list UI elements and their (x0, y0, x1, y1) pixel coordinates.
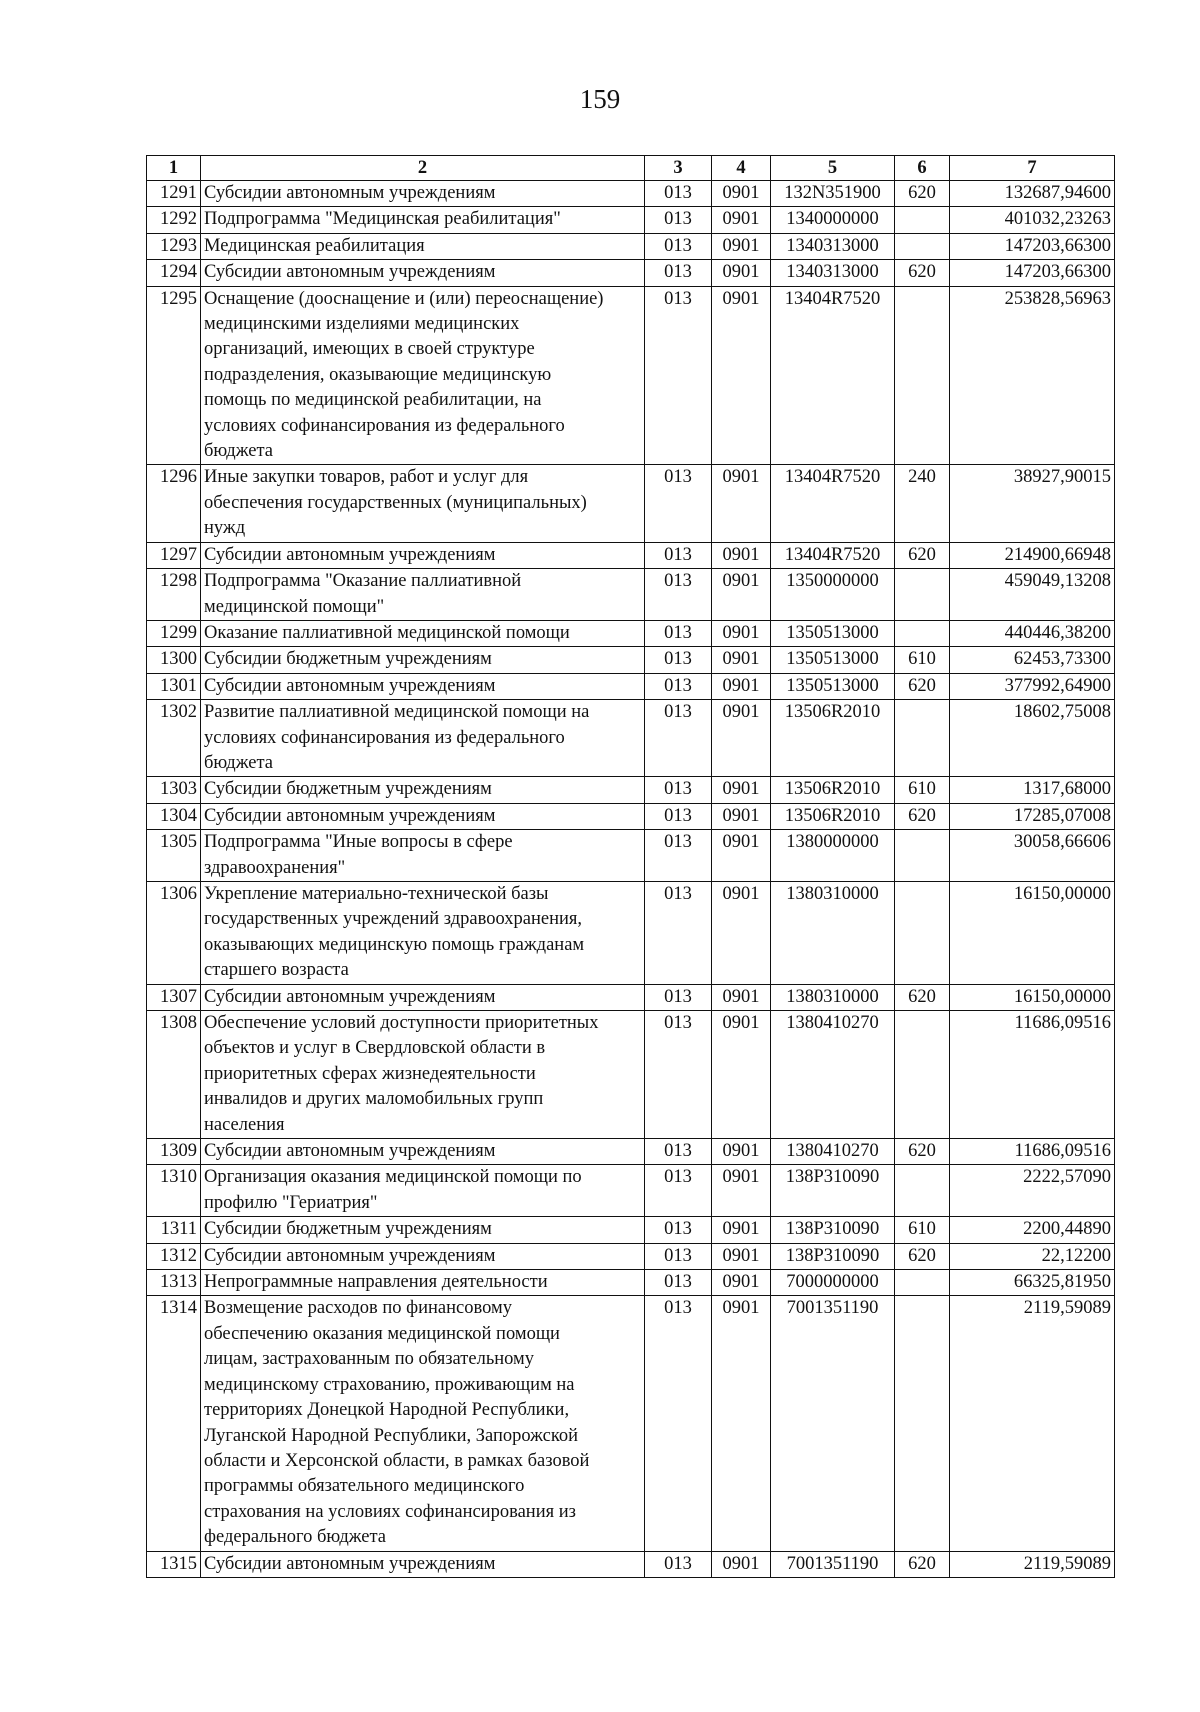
code-5-cell: 1340313000 (771, 260, 895, 286)
code-4-cell: 0901 (712, 1296, 771, 1551)
table-row (147, 803, 1115, 829)
code-5-cell: 13404R7520 (771, 465, 895, 542)
table-row (147, 181, 1115, 207)
item-name-cell: Субсидии автономным учреждениям (201, 260, 645, 286)
code-6-cell: 620 (895, 1139, 950, 1165)
code-3-cell: 013 (645, 1011, 712, 1139)
table-row (147, 542, 1115, 568)
code-5-cell: 13404R7520 (771, 286, 895, 465)
amount-cell: 18602,75008 (950, 700, 1115, 777)
row-number-cell: 1304 (147, 803, 201, 829)
row-number-cell: 1311 (147, 1217, 201, 1243)
table-row (147, 777, 1115, 803)
code-6-cell: 610 (895, 1217, 950, 1243)
column-header-1: 1 (147, 156, 201, 181)
item-name-cell: Оказание паллиативной медицинской помощи (201, 620, 645, 646)
amount-cell: 16150,00000 (950, 984, 1115, 1010)
row-number-cell: 1307 (147, 984, 201, 1010)
table-row (147, 881, 1115, 984)
row-number-cell: 1309 (147, 1139, 201, 1165)
amount-cell: 459049,13208 (950, 569, 1115, 621)
amount-cell: 377992,64900 (950, 673, 1115, 699)
item-name-cell: Обеспечение условий доступности приоритетных объектов и услуг в Свердловской области в приоритетных сферах жизнедеятельности инвалидов и других маломобильных групп населения (201, 1011, 645, 1139)
row-number-cell: 1292 (147, 207, 201, 233)
code-4-cell: 0901 (712, 1165, 771, 1217)
item-name-cell: Возмещение расходов по финансовому обеспечению оказания медицинской помощи лицам, застрахованным по обязательному медицинскому страхованию, проживающим на территориях Донецкой Народной Республики, Луганской Народной Республики, Запорожской области и Херсонской области, в рамках базовой программы обязательного медицинского страхования на условиях софинансирования из федерального бюджета (201, 1296, 645, 1551)
item-name-cell: Субсидии автономным учреждениям (201, 803, 645, 829)
code-5-cell: 1350513000 (771, 620, 895, 646)
item-name-cell: Подпрограмма "Оказание паллиативной медицинской помощи" (201, 569, 645, 621)
table-row (147, 1551, 1115, 1577)
page-number: 159 (579, 84, 621, 114)
code-3-cell: 013 (645, 260, 712, 286)
amount-cell: 2119,59089 (950, 1296, 1115, 1551)
code-4-cell: 0901 (712, 207, 771, 233)
code-4-cell: 0901 (712, 1243, 771, 1269)
code-3-cell: 013 (645, 1243, 712, 1269)
item-name-cell: Развитие паллиативной медицинской помощи на условиях софинансирования из федерального бюджета (201, 700, 645, 777)
code-6-cell (895, 620, 950, 646)
code-6-cell: 610 (895, 647, 950, 673)
code-5-cell: 1380410270 (771, 1011, 895, 1139)
code-4-cell: 0901 (712, 1139, 771, 1165)
code-6-cell (895, 700, 950, 777)
amount-cell: 2200,44890 (950, 1217, 1115, 1243)
code-6-cell (895, 1270, 950, 1296)
code-5-cell: 13404R7520 (771, 542, 895, 568)
row-number-cell: 1303 (147, 777, 201, 803)
table-row (147, 1296, 1115, 1551)
code-4-cell: 0901 (712, 673, 771, 699)
table-row (147, 569, 1115, 621)
code-6-cell (895, 881, 950, 984)
code-6-cell: 620 (895, 1551, 950, 1577)
item-name-cell: Субсидии автономным учреждениям (201, 673, 645, 699)
code-6-cell (895, 286, 950, 465)
row-number-cell: 1298 (147, 569, 201, 621)
item-name-cell: Субсидии бюджетным учреждениям (201, 777, 645, 803)
code-3-cell: 013 (645, 542, 712, 568)
row-number-cell: 1315 (147, 1551, 201, 1577)
amount-cell: 147203,66300 (950, 260, 1115, 286)
row-number-cell: 1293 (147, 233, 201, 259)
code-5-cell: 132N351900 (771, 181, 895, 207)
code-4-cell: 0901 (712, 542, 771, 568)
table-row (147, 673, 1115, 699)
amount-cell: 1317,68000 (950, 777, 1115, 803)
table-row (147, 984, 1115, 1010)
code-5-cell: 1380310000 (771, 984, 895, 1010)
row-number-cell: 1302 (147, 700, 201, 777)
code-3-cell: 013 (645, 647, 712, 673)
code-4-cell: 0901 (712, 181, 771, 207)
amount-cell: 16150,00000 (950, 881, 1115, 984)
amount-cell: 2222,57090 (950, 1165, 1115, 1217)
code-3-cell: 013 (645, 984, 712, 1010)
code-3-cell: 013 (645, 1270, 712, 1296)
table-row (147, 465, 1115, 542)
code-4-cell: 0901 (712, 881, 771, 984)
item-name-cell: Субсидии автономным учреждениям (201, 1243, 645, 1269)
row-number-cell: 1294 (147, 260, 201, 286)
code-6-cell (895, 569, 950, 621)
code-4-cell: 0901 (712, 803, 771, 829)
code-3-cell: 013 (645, 620, 712, 646)
amount-cell: 147203,66300 (950, 233, 1115, 259)
code-5-cell: 138P310090 (771, 1217, 895, 1243)
table-row (147, 1270, 1115, 1296)
code-6-cell: 620 (895, 803, 950, 829)
column-header-6: 6 (895, 156, 950, 181)
code-4-cell: 0901 (712, 1551, 771, 1577)
code-3-cell: 013 (645, 830, 712, 882)
code-3-cell: 013 (645, 465, 712, 542)
table-row (147, 1011, 1115, 1139)
item-name-cell: Субсидии бюджетным учреждениям (201, 647, 645, 673)
row-number-cell: 1308 (147, 1011, 201, 1139)
code-6-cell: 620 (895, 673, 950, 699)
code-5-cell: 1380410270 (771, 1139, 895, 1165)
code-3-cell: 013 (645, 1217, 712, 1243)
code-3-cell: 013 (645, 777, 712, 803)
code-5-cell: 1340000000 (771, 207, 895, 233)
item-name-cell: Субсидии автономным учреждениям (201, 1551, 645, 1577)
item-name-cell: Субсидии бюджетным учреждениям (201, 1217, 645, 1243)
code-6-cell: 620 (895, 1243, 950, 1269)
code-4-cell: 0901 (712, 830, 771, 882)
table-row (147, 700, 1115, 777)
code-5-cell: 13506R2010 (771, 803, 895, 829)
item-name-cell: Подпрограмма "Медицинская реабилитация" (201, 207, 645, 233)
amount-cell: 30058,66606 (950, 830, 1115, 882)
code-4-cell: 0901 (712, 233, 771, 259)
code-6-cell: 620 (895, 181, 950, 207)
code-6-cell: 240 (895, 465, 950, 542)
budget-table (146, 155, 1115, 1578)
table-row (147, 647, 1115, 673)
amount-cell: 22,12200 (950, 1243, 1115, 1269)
item-name-cell: Подпрограмма "Иные вопросы в сфере здравоохранения" (201, 830, 645, 882)
code-5-cell: 7001351190 (771, 1551, 895, 1577)
code-5-cell: 1380000000 (771, 830, 895, 882)
amount-cell: 401032,23263 (950, 207, 1115, 233)
row-number-cell: 1310 (147, 1165, 201, 1217)
code-3-cell: 013 (645, 803, 712, 829)
amount-cell: 11686,09516 (950, 1139, 1115, 1165)
amount-cell: 11686,09516 (950, 1011, 1115, 1139)
code-5-cell: 1340313000 (771, 233, 895, 259)
code-4-cell: 0901 (712, 465, 771, 542)
code-4-cell: 0901 (712, 1217, 771, 1243)
code-5-cell: 7001351190 (771, 1296, 895, 1551)
code-4-cell: 0901 (712, 620, 771, 646)
code-3-cell: 013 (645, 207, 712, 233)
amount-cell: 132687,94600 (950, 181, 1115, 207)
code-4-cell: 0901 (712, 569, 771, 621)
table-row (147, 233, 1115, 259)
code-4-cell: 0901 (712, 286, 771, 465)
code-3-cell: 013 (645, 233, 712, 259)
code-5-cell: 1350513000 (771, 673, 895, 699)
code-3-cell: 013 (645, 673, 712, 699)
item-name-cell: Субсидии автономным учреждениям (201, 181, 645, 207)
code-5-cell: 13506R2010 (771, 777, 895, 803)
code-5-cell: 1350000000 (771, 569, 895, 621)
row-number-cell: 1313 (147, 1270, 201, 1296)
code-6-cell: 620 (895, 542, 950, 568)
amount-cell: 66325,81950 (950, 1270, 1115, 1296)
code-6-cell (895, 207, 950, 233)
code-5-cell: 138P310090 (771, 1165, 895, 1217)
table-row (147, 830, 1115, 882)
table-row (147, 260, 1115, 286)
column-header-2: 2 (201, 156, 645, 181)
row-number-cell: 1297 (147, 542, 201, 568)
code-6-cell (895, 1011, 950, 1139)
table-row (147, 207, 1115, 233)
table-row (147, 620, 1115, 646)
row-number-cell: 1296 (147, 465, 201, 542)
row-number-cell: 1314 (147, 1296, 201, 1551)
code-3-cell: 013 (645, 181, 712, 207)
code-6-cell (895, 233, 950, 259)
code-4-cell: 0901 (712, 777, 771, 803)
code-3-cell: 013 (645, 569, 712, 621)
code-6-cell (895, 1296, 950, 1551)
code-6-cell (895, 1165, 950, 1217)
row-number-cell: 1306 (147, 881, 201, 984)
table-body (147, 181, 1115, 1578)
code-4-cell: 0901 (712, 700, 771, 777)
item-name-cell: Субсидии автономным учреждениям (201, 984, 645, 1010)
item-name-cell: Непрограммные направления деятельности (201, 1270, 645, 1296)
row-number-cell: 1299 (147, 620, 201, 646)
code-6-cell: 610 (895, 777, 950, 803)
code-6-cell (895, 830, 950, 882)
item-name-cell: Субсидии автономным учреждениям (201, 1139, 645, 1165)
item-name-cell: Медицинская реабилитация (201, 233, 645, 259)
amount-cell: 214900,66948 (950, 542, 1115, 568)
row-number-cell: 1305 (147, 830, 201, 882)
row-number-cell: 1295 (147, 286, 201, 465)
code-5-cell: 13506R2010 (771, 700, 895, 777)
item-name-cell: Укрепление материально-технической базы государственных учреждений здравоохранения, оказывающих медицинскую помощь гражданам старшего возраста (201, 881, 645, 984)
table-header-row (147, 156, 1115, 181)
row-number-cell: 1312 (147, 1243, 201, 1269)
code-4-cell: 0901 (712, 1270, 771, 1296)
row-number-cell: 1300 (147, 647, 201, 673)
item-name-cell: Оснащение (дооснащение и (или) переоснащение) медицинскими изделиями медицинских организаций, имеющих в своей структуре подразделения, оказывающие медицинскую помощь по медицинской реабилитации, на условиях софинансирования из федерального бюджета (201, 286, 645, 465)
code-3-cell: 013 (645, 1296, 712, 1551)
table-row (147, 1165, 1115, 1217)
code-3-cell: 013 (645, 1165, 712, 1217)
code-4-cell: 0901 (712, 647, 771, 673)
column-header-7: 7 (950, 156, 1115, 181)
row-number-cell: 1301 (147, 673, 201, 699)
amount-cell: 38927,90015 (950, 465, 1115, 542)
amount-cell: 62453,73300 (950, 647, 1115, 673)
column-header-3: 3 (645, 156, 712, 181)
row-number-cell: 1291 (147, 181, 201, 207)
amount-cell: 2119,59089 (950, 1551, 1115, 1577)
code-3-cell: 013 (645, 881, 712, 984)
code-3-cell: 013 (645, 286, 712, 465)
code-5-cell: 7000000000 (771, 1270, 895, 1296)
code-5-cell: 138P310090 (771, 1243, 895, 1269)
amount-cell: 440446,38200 (950, 620, 1115, 646)
amount-cell: 17285,07008 (950, 803, 1115, 829)
code-3-cell: 013 (645, 700, 712, 777)
code-6-cell: 620 (895, 984, 950, 1010)
code-4-cell: 0901 (712, 984, 771, 1010)
code-5-cell: 1350513000 (771, 647, 895, 673)
table-row (147, 1217, 1115, 1243)
table-row (147, 1139, 1115, 1165)
item-name-cell: Субсидии автономным учреждениям (201, 542, 645, 568)
code-3-cell: 013 (645, 1139, 712, 1165)
code-6-cell: 620 (895, 260, 950, 286)
code-4-cell: 0901 (712, 1011, 771, 1139)
item-name-cell: Иные закупки товаров, работ и услуг для обеспечения государственных (муниципальных) нужд (201, 465, 645, 542)
code-3-cell: 013 (645, 1551, 712, 1577)
item-name-cell: Организация оказания медицинской помощи по профилю "Гериатрия" (201, 1165, 645, 1217)
column-header-4: 4 (712, 156, 771, 181)
table-row (147, 1243, 1115, 1269)
code-5-cell: 1380310000 (771, 881, 895, 984)
column-header-5: 5 (771, 156, 895, 181)
code-4-cell: 0901 (712, 260, 771, 286)
amount-cell: 253828,56963 (950, 286, 1115, 465)
table-row (147, 286, 1115, 465)
